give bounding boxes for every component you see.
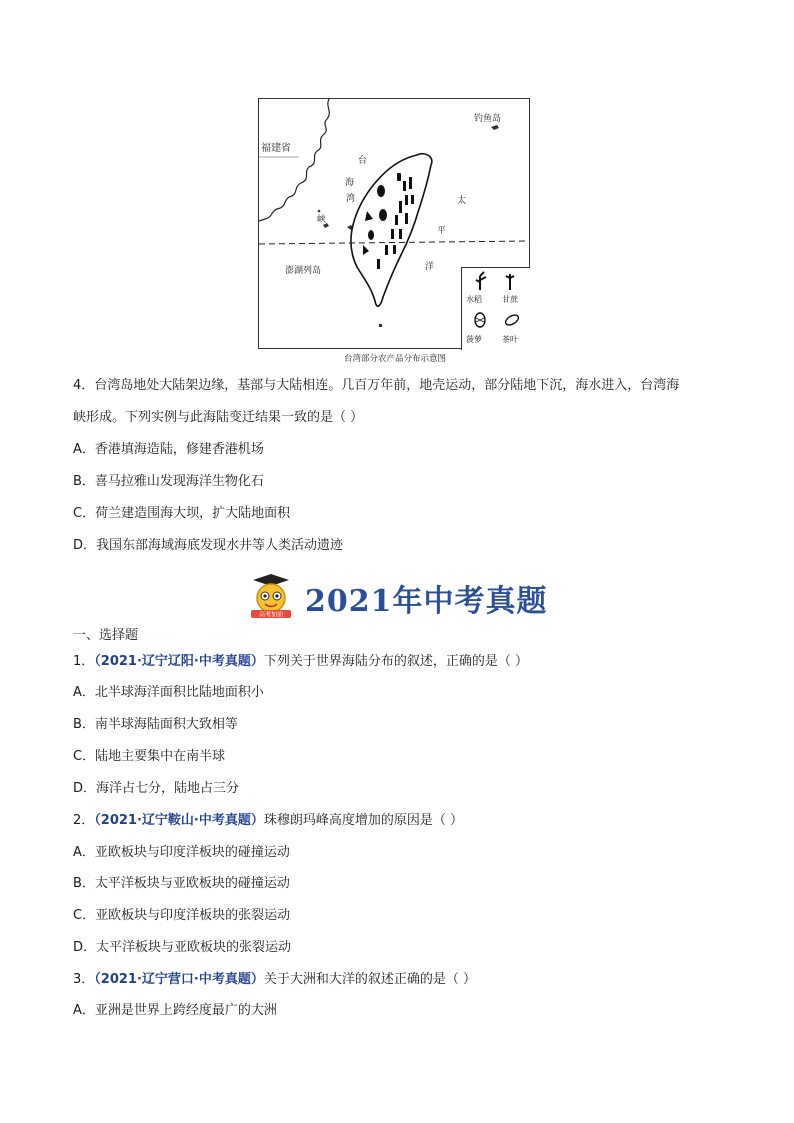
q2-number: 2． xyxy=(73,813,95,828)
rice-icon xyxy=(476,272,486,290)
q2-stem xyxy=(73,811,463,831)
tea-icon xyxy=(504,313,520,327)
banner-title: 2021年中考真题 xyxy=(305,584,548,619)
label-strait-2: 海 xyxy=(345,178,355,188)
q1-stem-text: 下列关于世界海陆分布的叙述，正确的是（ ） xyxy=(263,654,528,669)
q2-option-c[interactable]: C．亚欧板块与印度洋板块的张裂运动 xyxy=(73,908,291,923)
orchid-island xyxy=(379,324,382,327)
legend-rice-label: 水稻 xyxy=(466,295,482,304)
label-fujian: 福建省 xyxy=(261,143,291,154)
q4-stem-line1: 4．台湾岛地处大陆架边缘，基部与大陆相连。几百万年前，地壳运动，部分陆地下沉，海水进入，台湾海 xyxy=(73,378,680,393)
q1-option-d[interactable]: D．海洋占七分，陆地占三分 xyxy=(73,781,240,796)
q3-source-tag: （2021·辽宁营口·中考真题） xyxy=(94,972,264,987)
section-heading: 一、选择题 xyxy=(73,628,139,643)
q2-stem-text: 珠穆朗玛峰高度增加的原因是（ ） xyxy=(263,813,463,828)
legend-pineapple-label: 菠萝 xyxy=(466,335,482,344)
label-diaoyu: 钓鱼岛 xyxy=(474,114,502,124)
q3-number: 3． xyxy=(73,972,95,987)
q4-option-a[interactable]: A．香港填海造陆，修建香港机场 xyxy=(73,442,264,457)
label-strait-4: 湾 xyxy=(346,194,356,204)
label-ocean-2: 平 xyxy=(437,226,447,236)
q1-stem xyxy=(73,652,528,672)
q1-option-a[interactable]: A．北半球海洋面积比陆地面积小 xyxy=(73,685,264,700)
q2-option-a[interactable]: A．亚欧板块与印度洋板块的碰撞运动 xyxy=(73,845,290,860)
legend-tea-label: 茶叶 xyxy=(502,335,518,344)
label-penghu: 澎湖列岛 xyxy=(285,266,322,276)
legend-sugarcane-label: 甘蔗 xyxy=(502,295,518,304)
map-legend xyxy=(461,267,530,350)
q4-stem-line2: 峡形成。下列实例与此海陆变迁结果一致的是（ ） xyxy=(73,410,364,425)
q3-stem xyxy=(73,970,476,990)
taiwan-map-figure xyxy=(258,98,530,349)
label-strait-1: 台 xyxy=(358,156,368,166)
q1-number: 1． xyxy=(73,654,95,669)
q3-option-a[interactable]: A．亚洲是世界上跨经度最广的大洲 xyxy=(73,1003,277,1018)
q3-stem-text: 关于大洲和大洋的叙述正确的是（ ） xyxy=(263,972,476,987)
q2-option-b[interactable]: B．太平洋板块与亚欧板块的碰撞运动 xyxy=(73,876,290,891)
q1-option-c[interactable]: C．陆地主要集中在南半球 xyxy=(73,749,226,764)
map-caption: 台湾部分农产品分布示意图 xyxy=(343,354,446,364)
q4-option-d[interactable]: D．我国东部海域海底发现水井等人类活动遗迹 xyxy=(73,538,344,553)
q1-option-b[interactable]: B．南半球海陆面积大致相等 xyxy=(73,717,238,732)
q4-option-c[interactable]: C．荷兰建造围海大坝，扩大陆地面积 xyxy=(73,506,291,521)
q2-source-tag: （2021·辽宁鞍山·中考真题） xyxy=(94,813,264,828)
label-ocean-3: 洋 xyxy=(425,262,435,272)
label-ocean-1: 太 xyxy=(457,196,467,206)
sugarcane-icon xyxy=(506,274,514,290)
diaoyu-island xyxy=(491,125,499,130)
section-banner xyxy=(243,572,563,620)
mascot-text: 高考加油 xyxy=(258,611,284,619)
mascot-logo xyxy=(243,572,299,620)
q4-option-b[interactable]: B．喜马拉雅山发现海洋生物化石 xyxy=(73,474,264,489)
q2-option-d[interactable]: D．太平洋板块与亚欧板块的张裂运动 xyxy=(73,940,292,955)
q1-source-tag: （2021·辽宁辽阳·中考真题） xyxy=(94,654,264,669)
label-strait-3: 峡 xyxy=(317,215,327,225)
fujian-coastline xyxy=(259,99,329,221)
